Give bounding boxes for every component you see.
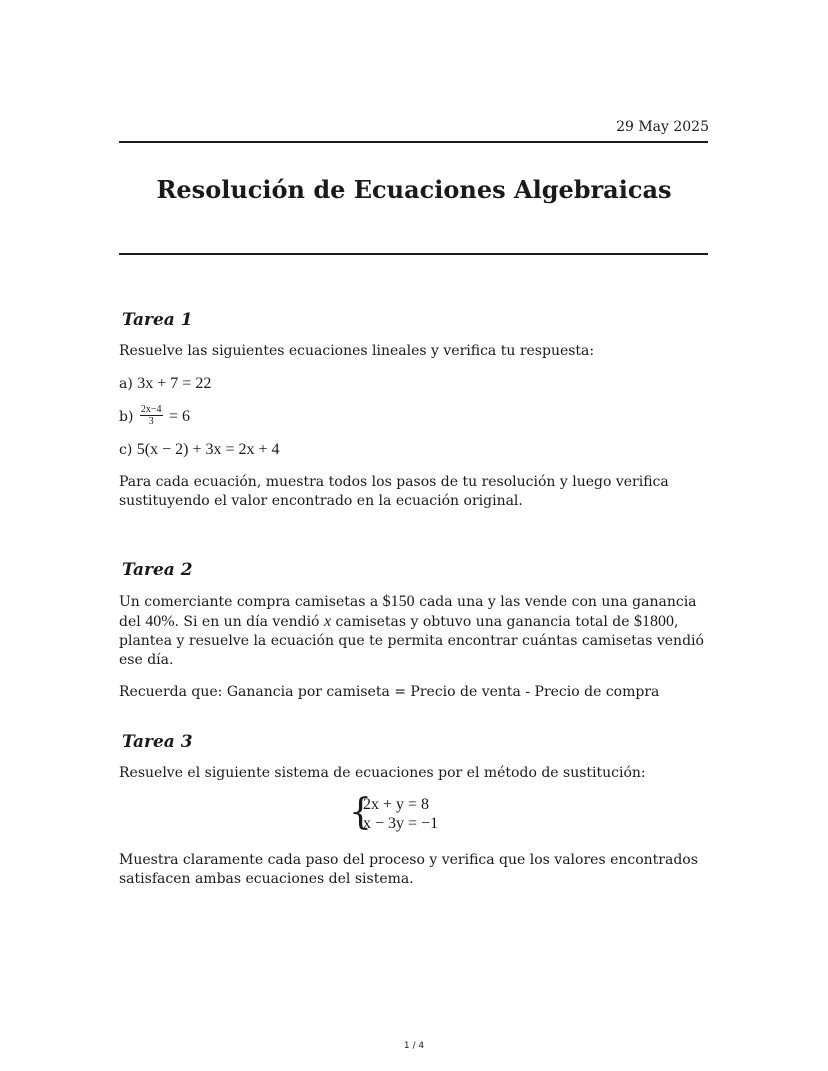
item-c-label: c) (119, 442, 133, 458)
task-3 (119, 733, 711, 902)
page-number: 1 / 4 (403, 1041, 425, 1051)
task-2-text-5: , plantea y resuelve la ecuación que te permita encontrar cuántas camisetas vendió ese día. (119, 614, 704, 668)
task-2-statement (119, 592, 711, 670)
equation-system (347, 792, 483, 833)
task-1 (119, 311, 711, 524)
price-value: $150 (382, 593, 415, 610)
item-a-label: a) (119, 376, 133, 392)
task-2-text-3: . Si en un día vendió (174, 614, 324, 630)
task-2-note: Recuerda que: Ganancia por camiseta = Precio de venta - Precio de compra (119, 684, 660, 700)
item-b-label: b) (119, 409, 134, 425)
task-1-title: Tarea 1 (122, 310, 193, 330)
fraction-numerator: 2x−4 (140, 403, 162, 415)
document-date: 29 May 2025 (616, 119, 709, 135)
percent-value: 40% (145, 613, 175, 630)
task-1-outro: Para cada ecuación, muestra todos los pasos de tu resolución y luego verifica sustituyendo el valor encontrado en la ecuación original. (119, 474, 669, 509)
task-3-intro: Resuelve el siguiente sistema de ecuaciones por el método de sustitución: (119, 765, 646, 781)
task-1-item-b (119, 403, 711, 427)
system-equation-1: 2x + y = 8 (363, 796, 430, 813)
header-rule-top (119, 141, 708, 143)
header-rule-bottom (119, 253, 708, 255)
task-2-text-2: cada una y las vende con una ganancia del (119, 594, 697, 630)
left-brace-icon: { (349, 792, 372, 833)
task-1-intro: Resuelve las siguientes ecuaciones lineales y verifica tu respuesta: (119, 343, 595, 359)
system-equation-2: x − 3y = −1 (363, 815, 439, 832)
document-title: Resolución de Ecuaciones Algebraicas (156, 175, 672, 204)
total-value: $1800 (633, 613, 674, 630)
item-b-rhs: = 6 (168, 408, 191, 425)
task-2-text-4: camisetas y obtuvo una ganancia total de (331, 614, 634, 630)
task-2-text-1: Un comerciante compra camisetas a (119, 594, 383, 610)
task-2 (119, 561, 711, 715)
task-3-outro: Muestra claramente cada paso del proceso y verifica que los valores encontrados satisfacen ambas ecuaciones del sistema. (119, 852, 698, 887)
fraction-denominator: 3 (148, 415, 154, 427)
item-b-fraction (140, 404, 163, 427)
task-1-item-a (119, 374, 711, 394)
task-1-item-c (119, 440, 711, 460)
item-c-equation: 5(x − 2) + 3x = 2x + 4 (136, 441, 280, 458)
variable-x: x (323, 613, 332, 630)
task-3-title: Tarea 3 (122, 732, 193, 752)
task-2-title: Tarea 2 (122, 560, 193, 580)
item-a-equation: 3x + 7 = 22 (137, 375, 212, 392)
